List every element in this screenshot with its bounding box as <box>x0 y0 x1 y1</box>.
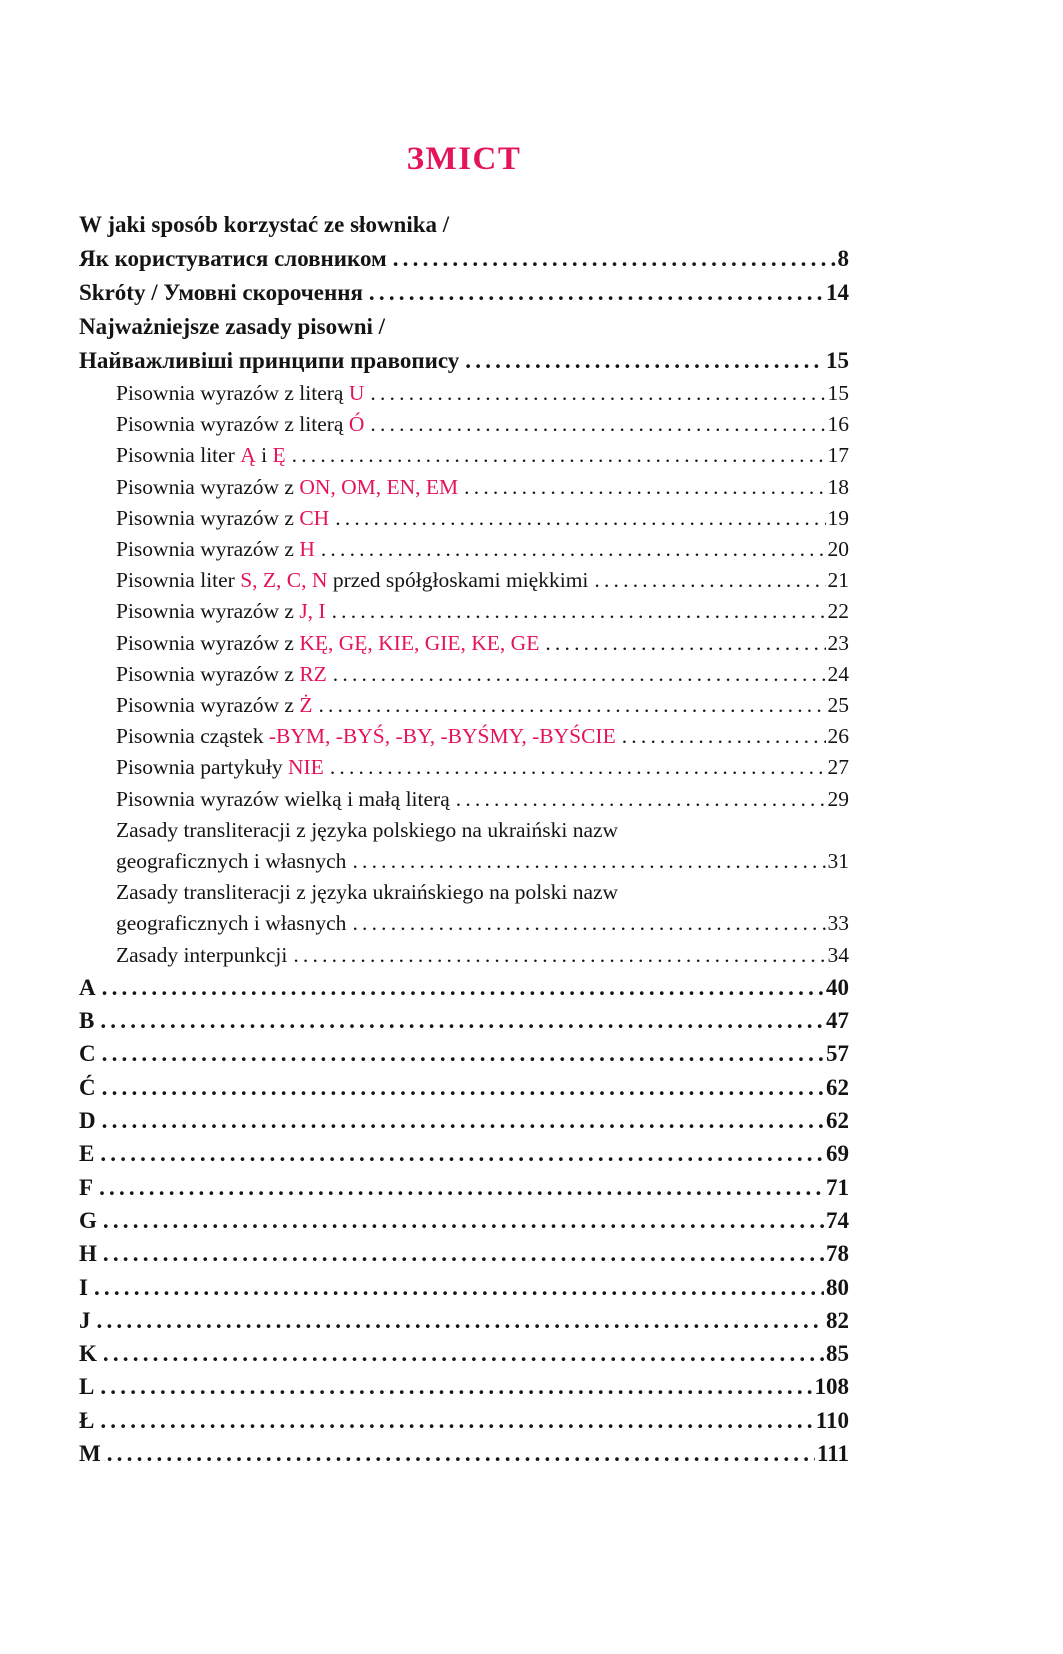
toc-entry-text <box>116 409 364 440</box>
toc-entry-text <box>79 1237 97 1270</box>
entry-text-segment: Pisownia liter <box>116 568 241 593</box>
toc-entry-text <box>79 1204 97 1237</box>
toc-row <box>79 242 849 276</box>
entry-text-segment: Найважливіші принципи правопису <box>79 348 460 373</box>
dot-leader <box>100 1370 812 1403</box>
toc-row <box>79 1237 849 1270</box>
toc-entry-text <box>79 1004 94 1037</box>
page-number: 15 <box>827 381 849 405</box>
toc-row <box>79 784 849 815</box>
entry-text-segment: Як користуватися словником <box>79 246 387 271</box>
dot-leader <box>456 784 826 815</box>
highlighted-letters: -BYM, -BYŚ, -BY, -BYŚMY, -BYŚCIE <box>268 724 616 749</box>
toc-entry-text <box>79 1037 96 1070</box>
toc-row <box>79 310 849 344</box>
page-number: 8 <box>837 246 849 271</box>
page-number: 33 <box>827 911 849 936</box>
entry-text-segment: Zasady transliteracji z języka polskiego na ukraiński nazw <box>116 817 619 842</box>
dot-leader <box>370 409 825 440</box>
page-number: 17 <box>827 443 849 468</box>
page-number: 85 <box>826 1341 849 1367</box>
toc-row <box>79 1037 849 1070</box>
page-number: 27 <box>827 755 849 780</box>
page-number: 82 <box>826 1307 849 1333</box>
page-number: 40 <box>826 974 849 1000</box>
dot-leader <box>321 534 826 565</box>
entry-text-segment: Pisownia wyrazów wielką i małą literą <box>116 786 450 811</box>
entry-text-segment: Pisownia cząstek <box>116 724 269 749</box>
highlighted-letters: Ż <box>299 693 313 718</box>
toc-row <box>79 1071 849 1104</box>
page-number: 15 <box>826 348 849 373</box>
dot-leader <box>100 1004 824 1037</box>
entry-text-segment: C <box>79 1041 96 1067</box>
toc-row <box>79 815 849 846</box>
entry-text-segment: Zasady interpunkcji <box>116 942 288 967</box>
entry-text-segment: Pisownia wyrazów z <box>116 630 300 655</box>
entry-text-segment: B <box>79 1008 95 1034</box>
entry-text-segment: Ł <box>79 1407 95 1433</box>
toc-row <box>79 208 849 242</box>
toc-row <box>79 1204 849 1237</box>
entry-text-segment: Pisownia partykuły <box>116 755 288 780</box>
entry-text-segment: Pisownia wyrazów z <box>116 537 300 562</box>
toc-entry-text <box>116 596 326 627</box>
dot-leader <box>102 1071 824 1104</box>
highlighted-letters: Ę <box>272 443 286 468</box>
toc-title: ЗМІСТ <box>406 141 522 177</box>
entry-text-segment: H <box>79 1241 97 1267</box>
toc-row <box>79 1404 849 1437</box>
toc-row <box>79 1104 849 1137</box>
page-number: 18 <box>827 474 849 499</box>
toc-row <box>79 971 849 1004</box>
page-number: 78 <box>826 1241 849 1267</box>
toc-row <box>79 690 849 721</box>
toc-row <box>79 440 849 471</box>
dot-leader <box>393 242 836 276</box>
dot-leader <box>99 1171 824 1204</box>
highlighted-letters: H <box>299 537 315 562</box>
page-number: 80 <box>826 1274 849 1300</box>
toc-row <box>79 1271 849 1304</box>
dot-leader <box>318 690 825 721</box>
entry-text-segment: geograficznych i własnych <box>116 911 347 936</box>
dot-leader <box>465 344 824 378</box>
page-number: 47 <box>826 1008 849 1034</box>
toc-list <box>79 208 849 1470</box>
toc-entry-text <box>79 344 459 378</box>
page-number: 62 <box>826 1108 849 1134</box>
dot-leader <box>102 1037 824 1070</box>
toc-entry-text <box>79 1171 93 1204</box>
toc-entry-text <box>116 628 539 659</box>
entry-text-segment: Pisownia wyrazów z literą <box>116 381 349 405</box>
toc-row <box>79 1370 849 1403</box>
page-number: 34 <box>827 942 849 967</box>
toc-entry-text <box>79 1370 94 1403</box>
toc-entry-text <box>116 940 287 971</box>
page-number: 69 <box>826 1141 849 1167</box>
dot-leader <box>622 721 826 752</box>
toc-entry-text <box>79 310 385 344</box>
dot-leader <box>103 1337 824 1370</box>
entry-text-segment: F <box>79 1174 94 1200</box>
entry-text-segment: geograficznych i własnych <box>116 849 347 874</box>
highlighted-letters: S, Z, C, N <box>240 568 328 593</box>
entry-text-segment: Pisownia wyrazów z <box>116 599 300 624</box>
dot-leader <box>103 1237 824 1270</box>
toc-row <box>79 276 849 310</box>
page-number: 16 <box>827 412 849 437</box>
dot-leader <box>335 503 825 534</box>
page-number: 23 <box>827 630 849 655</box>
entry-text-segment: i <box>255 443 273 468</box>
entry-text-segment: K <box>79 1341 97 1367</box>
page-number: 26 <box>827 724 849 749</box>
toc-row <box>79 1337 849 1370</box>
toc-row <box>79 877 849 908</box>
toc-entry-text <box>116 846 346 877</box>
toc-row <box>79 940 849 971</box>
dot-leader <box>352 846 825 877</box>
highlighted-letters: CH <box>299 505 330 530</box>
toc-row <box>79 378 849 409</box>
dot-leader <box>102 1104 824 1137</box>
toc-entry-text <box>79 1337 97 1370</box>
toc-entry-text <box>79 242 387 276</box>
entry-text-segment: przed spółgłoskami miękkimi <box>327 568 589 593</box>
entry-text-segment: W jaki sposób korzystać ze słownika / <box>79 212 450 237</box>
entry-text-segment: J <box>79 1307 91 1333</box>
dot-leader <box>332 596 826 627</box>
entry-text-segment: Zasady transliteracji z języka ukraińskiego na polski nazw <box>116 880 619 905</box>
toc-entry-text <box>116 440 286 471</box>
toc-entry-text <box>116 565 588 596</box>
entry-text-segment: Skróty / Умовні скорочення <box>79 280 363 305</box>
toc-row <box>79 846 849 877</box>
dot-leader <box>464 472 825 503</box>
toc-row <box>79 503 849 534</box>
entry-text-segment: M <box>79 1441 101 1467</box>
toc-entry-text <box>116 752 324 783</box>
dot-leader <box>97 1304 825 1337</box>
page-number: 21 <box>827 568 849 593</box>
dot-leader <box>545 628 825 659</box>
toc-entry-text <box>79 1071 96 1104</box>
toc-entry-text <box>79 971 96 1004</box>
dot-leader <box>594 565 825 596</box>
highlighted-letters: ON, OM, EN, EM <box>299 474 459 499</box>
toc-entry-text <box>116 472 458 503</box>
highlighted-letters: U <box>348 381 365 405</box>
page-number: 22 <box>827 599 849 624</box>
highlighted-letters: NIE <box>288 755 324 780</box>
entry-text-segment: A <box>79 974 96 1000</box>
toc-entry-text <box>79 1404 94 1437</box>
toc-row <box>79 1137 849 1170</box>
dot-leader <box>102 971 824 1004</box>
page-number: 111 <box>817 1441 849 1467</box>
toc-entry-text <box>116 378 364 409</box>
highlighted-letters: Ą <box>240 443 256 468</box>
dot-leader <box>293 940 825 971</box>
page-number: 31 <box>827 849 849 874</box>
entry-text-segment: Ć <box>79 1074 96 1100</box>
toc-entry-text <box>116 721 616 752</box>
dot-leader <box>292 440 826 471</box>
toc-row <box>79 1304 849 1337</box>
dot-leader <box>100 1404 813 1437</box>
toc-entry-text <box>116 815 618 846</box>
entry-text-segment: Pisownia wyrazów z <box>116 693 300 718</box>
page-number: 14 <box>826 280 849 305</box>
entry-text-segment: G <box>79 1207 97 1233</box>
page-number: 62 <box>826 1074 849 1100</box>
toc-row <box>79 752 849 783</box>
toc-row <box>79 628 849 659</box>
toc-entry-text <box>79 1271 88 1304</box>
entry-text-segment: I <box>79 1274 88 1300</box>
entry-text-segment: Najważniejsze zasady pisowni / <box>79 314 386 339</box>
entry-text-segment: Pisownia wyrazów z literą <box>116 412 349 437</box>
dot-leader <box>370 378 825 409</box>
page-number: 110 <box>815 1407 849 1433</box>
toc-entry-text <box>116 534 315 565</box>
highlighted-letters: RZ <box>299 661 327 686</box>
dot-leader <box>103 1204 824 1237</box>
entry-text-segment: Pisownia wyrazów z <box>116 505 300 530</box>
toc-row <box>79 908 849 939</box>
toc-row <box>79 409 849 440</box>
dot-leader <box>369 276 824 310</box>
dot-leader <box>330 752 826 783</box>
toc-entry-text <box>79 1304 91 1337</box>
entry-text-segment: L <box>79 1374 95 1400</box>
entry-text-segment: Pisownia wyrazów z <box>116 474 300 499</box>
toc-entry-text <box>79 208 449 242</box>
page-number: 29 <box>827 786 849 811</box>
toc-row <box>79 1171 849 1204</box>
highlighted-letters: KĘ, GĘ, KIE, GIE, KE, GE <box>299 630 540 655</box>
toc-entry-text <box>79 276 363 310</box>
toc-row <box>79 1004 849 1037</box>
toc-entry-text <box>79 1437 101 1470</box>
toc-entry-text <box>116 784 450 815</box>
dot-leader <box>100 1137 824 1170</box>
toc-row <box>79 721 849 752</box>
toc-entry-text <box>116 690 312 721</box>
toc-row <box>79 659 849 690</box>
dot-leader <box>352 908 825 939</box>
page-number: 20 <box>827 537 849 562</box>
toc-entry-text <box>116 908 346 939</box>
toc-row <box>79 344 849 378</box>
toc-row <box>79 534 849 565</box>
toc-row <box>79 596 849 627</box>
entry-text-segment: E <box>79 1141 95 1167</box>
toc-entry-text <box>79 1104 96 1137</box>
entry-text-segment: Pisownia wyrazów z <box>116 661 300 686</box>
entry-text-segment: Pisownia liter <box>116 443 241 468</box>
toc-row <box>79 1437 849 1470</box>
page-number: 71 <box>826 1174 849 1200</box>
toc-entry-text <box>116 877 618 908</box>
page-number: 19 <box>827 505 849 530</box>
toc-entry-text <box>116 503 329 534</box>
page-number: 74 <box>826 1207 849 1233</box>
page-number: 108 <box>814 1374 849 1400</box>
entry-text-segment: D <box>79 1108 96 1134</box>
toc-entry-text <box>116 659 327 690</box>
highlighted-letters: Ó <box>348 412 365 437</box>
dot-leader <box>94 1271 824 1304</box>
toc-entry-text <box>79 1137 94 1170</box>
toc-row <box>79 565 849 596</box>
toc-row <box>79 472 849 503</box>
dot-leader <box>107 1437 815 1470</box>
page-number: 57 <box>826 1041 849 1067</box>
page-number: 24 <box>827 661 849 686</box>
dot-leader <box>333 659 826 690</box>
highlighted-letters: J, I <box>299 599 326 624</box>
page-number: 25 <box>827 693 849 718</box>
